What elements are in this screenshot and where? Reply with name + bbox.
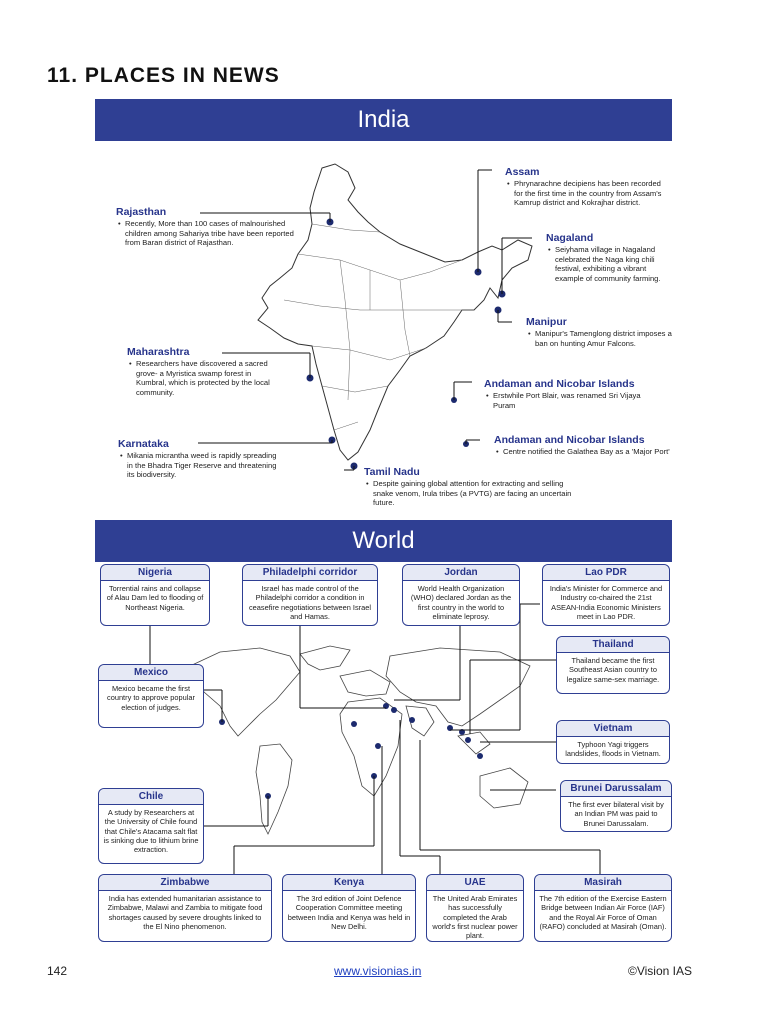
kenya-title: Kenya xyxy=(283,875,415,891)
jordan-title: Jordan xyxy=(403,565,519,581)
vietnam-text: Typhoon Yagi triggers landslides, floods in Vietnam. xyxy=(565,740,661,759)
thailand-text: Thailand became the first Southeast Asian country to legalize same-sex marriage. xyxy=(566,656,660,684)
zimbabwe-text: India has extended humanitarian assistance to Zimbabwe, Malawi and Zambia to mitigate food shortages caused by severe droughts linked to the El Nino phenomenon. xyxy=(107,894,263,931)
brunei-text: The first ever bilateral visit by an Indian PM was paid to Brunei Darussalam. xyxy=(568,800,664,828)
brunei-title: Brunei Darussalam xyxy=(561,781,671,797)
uae-text: The United Arab Emirates has successfully completed the Arab world's first nuclear power plant. xyxy=(432,894,518,941)
zimbabwe-title: Zimbabwe xyxy=(99,875,271,891)
philadelphi-text: Israel has made control of the Philadelphi corridor a condition in ceasefire negotiations between Israel and Hamas. xyxy=(248,584,372,621)
philadelphi-title: Philadelphi corridor xyxy=(243,565,377,581)
manipur-text: • Manipur's Tamenglong district imposes a ban on hunting Amur Falcons. xyxy=(526,329,672,348)
world-box-uae xyxy=(426,874,524,942)
website-link[interactable]: www.visionias.in xyxy=(334,964,422,978)
andaman-2-text: • Centre notified the Galathea Bay as a 'Major Port' xyxy=(494,447,670,457)
nigeria-title: Nigeria xyxy=(101,565,209,581)
world-box-nigeria xyxy=(100,564,210,626)
mexico-text: Mexico became the first country to approve popular election of judges. xyxy=(107,684,195,712)
world-box-brunei xyxy=(560,780,672,832)
masirah-title: Masirah xyxy=(535,875,671,891)
chile-title: Chile xyxy=(99,789,203,805)
world-box-kenya xyxy=(282,874,416,942)
andaman-1-title: Andaman and Nicobar Islands xyxy=(484,378,635,390)
lao-title: Lao PDR xyxy=(543,565,669,581)
assam-title: Assam xyxy=(505,166,540,178)
nagaland-title: Nagaland xyxy=(546,232,594,244)
world-box-thailand xyxy=(556,636,670,694)
jordan-text: World Health Organization (WHO) declared Jordan as the first country in the world to eliminate leprosy. xyxy=(410,584,512,621)
india-banner: India xyxy=(95,99,672,141)
rajasthan-text: • Recently, More than 100 cases of malnourished children among Sahariya tribe have been reported from Baran district of Rajasthan. xyxy=(116,219,302,248)
world-box-jordan xyxy=(402,564,520,626)
andaman-1-text: • Erstwhile Port Blair, was renamed Sri Vijaya Puram xyxy=(484,391,660,410)
uae-title: UAE xyxy=(427,875,523,891)
tamil-nadu-title: Tamil Nadu xyxy=(364,466,420,478)
maharashtra-text: • Researchers have discovered a sacred grove- a Myristica swamp forest in Kumbral, which is protected by the local community. xyxy=(127,359,277,397)
nagaland-text: • Seiyhama village in Nagaland celebrated the Naga king chili festival, exhibiting a vibrant example of community farming. xyxy=(546,245,668,283)
lao-text: India's Minister for Commerce and Industry co-chaired the 21st ASEAN-India Economic Ministers meet in Lao PDR. xyxy=(549,584,663,621)
section-heading: 11. PLACES IN NEWS xyxy=(47,64,280,87)
andaman-2-title: Andaman and Nicobar Islands xyxy=(494,434,645,446)
copyright: ©Vision IAS xyxy=(628,964,692,978)
world-box-zimbabwe xyxy=(98,874,272,942)
world-box-philadelphi xyxy=(242,564,378,626)
world-box-vietnam xyxy=(556,720,670,764)
world-box-lao xyxy=(542,564,670,626)
world-box-masirah xyxy=(534,874,672,942)
tamil-nadu-text: • Despite gaining global attention for extracting and selling snake venom, Irula tribes (a PVTG) are facing an uncertain future. xyxy=(364,479,580,508)
maharashtra-title: Maharashtra xyxy=(127,346,190,358)
masirah-text: The 7th edition of the Exercise Eastern Bridge between Indian Air Force (IAF) and the Royal Air Force of Oman (RAFO) concluded at Masirah (Oman). xyxy=(539,894,667,931)
world-box-chile xyxy=(98,788,204,864)
kenya-text: The 3rd edition of Joint Defence Cooperation Committee meeting between India and Kenya was held in New Delhi. xyxy=(287,894,411,931)
assam-text: • Phrynarachne decipiens has been recorded for the first time in the country from Assam's Kamrup district and Kokrajhar district. xyxy=(505,179,665,208)
karnataka-text: • Mikania micrantha weed is rapidly spreading in the Bhadra Tiger Reserve and threatening its biodiversity. xyxy=(118,451,280,480)
karnataka-title: Karnataka xyxy=(118,438,169,450)
mexico-title: Mexico xyxy=(99,665,203,681)
rajasthan-title: Rajasthan xyxy=(116,206,167,218)
vietnam-title: Vietnam xyxy=(557,721,669,737)
chile-text: A study by Researchers at the University of Chile found that Chile's Atacama salt flat is sinking due to lithium brine extraction. xyxy=(103,808,199,855)
world-banner: World xyxy=(95,520,672,562)
nigeria-text: Torrential rains and collapse of Alau Dam led to flooding of Northeast Nigeria. xyxy=(106,584,204,612)
page-number: 142 xyxy=(47,964,68,978)
thailand-title: Thailand xyxy=(557,637,669,653)
world-box-mexico xyxy=(98,664,204,728)
manipur-title: Manipur xyxy=(526,316,567,328)
